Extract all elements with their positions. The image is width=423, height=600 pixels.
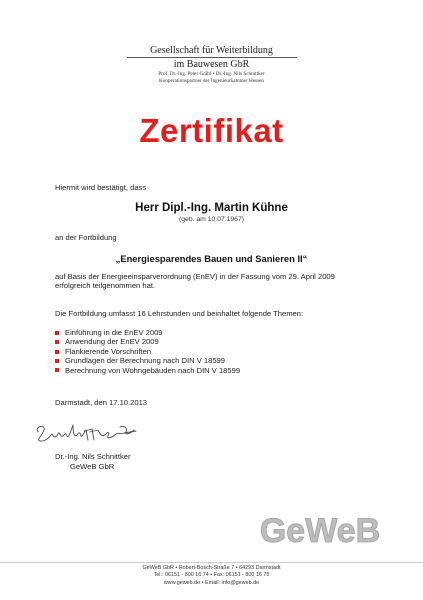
topic-text: Berechnung von Wohngebäuden nach DIN V 18599	[65, 365, 241, 375]
bullet-square-icon	[55, 331, 59, 335]
organization-persons: Prof. Dr.-Ing. Peter Gräbl • Dr.-Ing. Nils Schnittker	[158, 71, 265, 77]
logo-text: GeWeB	[259, 512, 381, 550]
topics-intro: Die Fortbildung umfasst 16 Lehrstunden und beinhaltet folgende Themen:	[55, 309, 304, 318]
course-intro: an der Fortbildung	[55, 233, 117, 242]
organization-header	[0, 45, 423, 85]
topics-list	[55, 328, 240, 375]
topic-text: Flankierende Vorschriften	[65, 346, 152, 356]
bullet-square-icon	[55, 350, 59, 354]
basis-line-1: auf Basis der Energieeinsparverordnung (EnEV) in der Fassung vom 29. April 2009	[55, 272, 335, 281]
organization-divider	[127, 57, 297, 58]
footer-phone: Tel.: 06151 - 800 16 74 • Fax: 06151 - 800 16 75	[153, 572, 270, 579]
footer-address: GeWeB GbR • Robert-Bosch-Straße 7 • 64293 Darmstadt	[142, 565, 281, 571]
list-item	[55, 356, 240, 365]
recipient-name: Herr Dipl.-Ing. Martin Kühne	[135, 202, 288, 214]
recipient-birth-date: (geb. am 10.07.1967)	[179, 216, 244, 223]
place-date: Darmstadt, den 17.10.2013	[55, 398, 148, 407]
topic-text: Einführung in die EnEV 2009	[65, 328, 163, 337]
certificate-title: Zertifikat	[139, 112, 284, 149]
topic-text: Grundlagen der Berechnung nach DIN V 18599	[65, 356, 225, 366]
signer-name: Dr.-Ing. Nils Schnittker	[55, 452, 131, 461]
organization-name-line2: im Bauwesen GbR	[173, 59, 250, 70]
geweb-logo	[250, 510, 390, 550]
course-title: „Energiesparendes Bauen und Sanieren II“	[115, 253, 308, 264]
topic-text: Anwendung der EnEV 2009	[65, 337, 159, 347]
list-item	[55, 328, 240, 337]
footer-divider	[0, 562, 423, 563]
footer-web: www.geweb.de • Email: info@geweb.de	[163, 579, 260, 586]
list-item	[55, 347, 240, 356]
basis-line-2: erfolgreich teilgenommen hat.	[55, 281, 156, 290]
handwritten-signature	[32, 420, 152, 446]
bullet-square-icon	[55, 340, 59, 344]
list-item	[55, 366, 240, 375]
signer-organization: GeWeB GbR	[70, 462, 115, 471]
bullet-square-icon	[55, 368, 59, 372]
organization-name-line1: Gesellschaft für Weiterbildung	[150, 45, 273, 56]
bullet-square-icon	[55, 359, 59, 363]
footer	[0, 565, 423, 587]
organization-partner: Kooperationspartner der Ingenieurkammer Hessen	[158, 78, 264, 84]
list-item	[55, 337, 240, 346]
confirm-line: Hiermit wird bestätigt, dass	[55, 183, 147, 192]
